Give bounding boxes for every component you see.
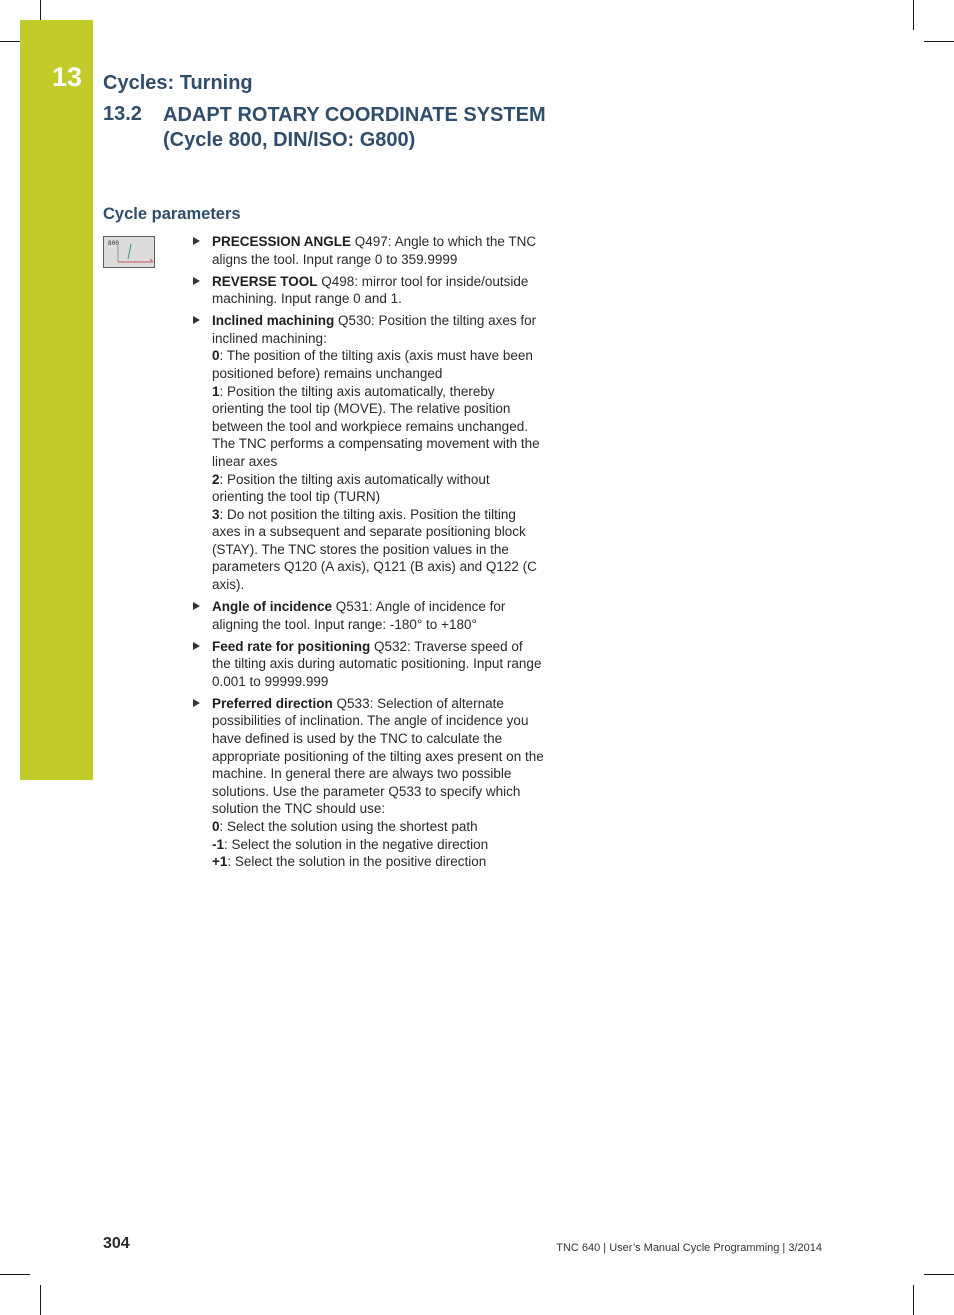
section-number: 13.2 — [103, 103, 142, 125]
parameter-item — [193, 695, 545, 871]
parameter-name: Feed rate for positioning — [212, 638, 371, 654]
option-text: : Select the solution using the shortest path — [219, 818, 478, 834]
section-title-line: (Cycle 800, DIN/ISO: G800) — [163, 129, 416, 151]
crop-mark — [913, 0, 914, 30]
crop-mark — [0, 1274, 30, 1275]
option-line — [212, 383, 545, 471]
bullet-arrow-icon — [193, 277, 200, 285]
parameter-name: PRECESSION ANGLE — [212, 234, 352, 249]
bullet-arrow-icon — [193, 237, 200, 245]
softkey-label: 800 — [108, 240, 119, 247]
parameter-item — [193, 312, 545, 594]
option-line — [212, 347, 545, 382]
crop-mark — [924, 1274, 954, 1275]
option-text: : Do not position the tilting axis. Position the tilting axes in a subsequent and separate positioning block (STAY). The TNC stores the position values in the parameters Q120 (A axis), Q121 (B axis) and Q122 (C axis). — [212, 506, 537, 593]
section-title — [163, 103, 603, 153]
parameter-item — [193, 233, 545, 268]
parameter-description: Q498: mirror tool for inside/outside machining. Input range 0 and 1. — [212, 273, 529, 307]
bullet-arrow-icon — [193, 602, 200, 610]
parameter-description: Q497: Angle to which the TNC aligns the tool. Input range 0 to 359.9999 — [212, 234, 537, 267]
parameter-description: Q532: Traverse speed of the tilting axis during automatic positioning. Input range 0.001 to 99999.999 — [212, 638, 542, 689]
bullet-arrow-icon — [193, 316, 200, 324]
parameter-item — [193, 638, 545, 691]
parameter-name: Angle of incidence — [212, 599, 333, 615]
page-number: 304 — [103, 1235, 130, 1252]
option-key: +1 — [212, 854, 228, 870]
cycle-800-softkey-icon — [103, 236, 155, 268]
parameter-name: REVERSE TOOL — [212, 273, 318, 289]
option-text: : Position the tilting axis automatically without orienting the tool tip (TURN) — [212, 471, 490, 505]
crop-mark — [913, 1285, 914, 1315]
parameter-name: Preferred direction — [212, 695, 333, 711]
option-key: -1 — [212, 836, 225, 852]
option-text: : Select the solution in the negative direction — [224, 836, 489, 852]
chapter-tab — [20, 20, 93, 780]
bullet-arrow-icon — [193, 699, 200, 707]
option-line — [212, 836, 545, 854]
parameter-list — [193, 233, 545, 875]
option-text: : Position the tilting axis automatically, thereby orienting the tool tip (MOVE). The relative position between the tool and workpiece remains unchanged. The TNC performs a compensating movement with the linear axes — [212, 383, 540, 469]
section-title-line: ADAPT ROTARY COORDINATE SYSTEM — [163, 104, 546, 126]
chapter-title: Cycles: Turning — [103, 72, 253, 94]
tilt-diagram-icon — [104, 237, 154, 267]
option-text: : The position of the tilting axis (axis must have been positioned before) remains unchanged — [212, 348, 533, 381]
option-key: 0 — [212, 348, 220, 364]
option-key: 1 — [212, 383, 220, 399]
parameter-item — [193, 273, 545, 308]
crop-mark — [924, 41, 954, 42]
parameter-description: Q533: Selection of alternate possibilities of inclination. The angle of incidence you have defined is used by the TNC to calculate the appropriate positioning of the tilting axes present on the machine. In general there are always two possible solutions. Use the parameter Q533 to specify which solution the TNC should use: — [212, 695, 544, 817]
option-line — [212, 506, 545, 594]
parameter-description: Q530: Position the tilting axes for inclined machining: — [212, 313, 537, 346]
subheading: Cycle parameters — [103, 205, 241, 223]
option-key: 0 — [212, 818, 220, 834]
parameter-name: Inclined machining — [212, 313, 335, 329]
option-key: 3 — [212, 506, 220, 522]
option-text: : Select the solution in the positive direction — [227, 854, 487, 870]
option-line — [212, 818, 545, 836]
option-key: 2 — [212, 471, 220, 487]
option-line — [212, 471, 545, 506]
chapter-number: 13 — [52, 62, 83, 92]
crop-mark — [40, 1285, 41, 1315]
option-line — [212, 853, 545, 871]
bullet-arrow-icon — [193, 642, 200, 650]
parameter-description: Q531: Angle of incidence for aligning the tool. Input range: -180° to +180° — [212, 599, 506, 632]
parameter-item — [193, 598, 545, 633]
footer-text: TNC 640 | User’s Manual Cycle Programming | 3/2014 — [556, 1242, 822, 1254]
